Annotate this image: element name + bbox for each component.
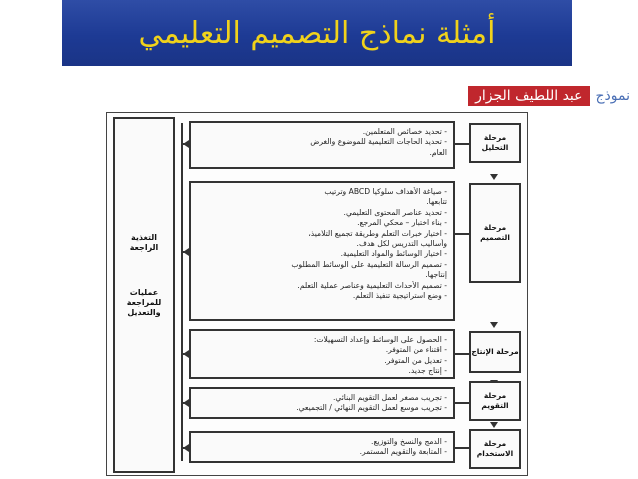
stage-item: - الدمج والنسخ والتوزيع.: [371, 437, 447, 446]
stage-item: وأساليب التدريس لكل هدف.: [356, 239, 447, 249]
stage-evaluation-box: مرحلة التقويم: [469, 381, 521, 421]
stage-item: - المتابعة والتقويم المستمر.: [359, 447, 447, 457]
arrow-down-icon: [490, 322, 498, 328]
arrow-left-icon: [183, 444, 189, 452]
stage-item: تتابعها.: [426, 197, 447, 207]
slide-title: أمثلة نماذج التصميم التعليمي: [138, 15, 496, 51]
stage-item: - تجريب موسع لعمل التقويم النهائي / التجميعي.: [296, 403, 447, 413]
stage-design-content: [189, 181, 455, 321]
stage-item: - تعديل من المتوفر.: [384, 355, 447, 365]
arrow-down-icon: [490, 422, 498, 428]
connector: [455, 402, 469, 404]
stage-item: - صياغة الأهداف سلوكيا ABCD وترتيب: [324, 187, 447, 196]
connector: [455, 447, 469, 449]
stage-item: - اختيار الوسائط والمواد التعليمية.: [340, 249, 447, 259]
revision-label: عمليات للمراجعة والتعديل: [126, 288, 162, 317]
credit-name: عبد اللطيف الجزار: [468, 86, 589, 106]
stage-production-box: مرحلة الإنتاج: [469, 331, 521, 373]
stage-item: - تحديد خصائص المتعلمين.: [362, 127, 447, 136]
stage-item: إنتاجها.: [425, 270, 447, 280]
model-credit: [468, 84, 630, 108]
arrow-left-icon: [183, 248, 189, 256]
connector: [455, 353, 469, 355]
stage-use-box: مرحلة الاستخدام: [469, 429, 521, 469]
stage-item: - اقتناء من المتوفر.: [385, 345, 447, 355]
connector: [455, 233, 469, 235]
credit-label: نموذج: [595, 88, 630, 104]
title-banner: [62, 0, 572, 66]
stage-item: - تصميم الرسالة التعليمية على الوسائط المطلوب: [291, 259, 447, 269]
stage-item: - الحصول على الوسائط وإعداد التسهيلات:: [313, 335, 447, 344]
stage-item: - تحديد عناصر المحتوى التعليمي.: [343, 207, 447, 217]
stage-use-content: [189, 431, 455, 463]
stage-analysis-box: مرحلة التحليل: [469, 123, 521, 163]
stage-item: - تصميم الأحداث التعليمية وعناصر عملية التعلم.: [297, 280, 447, 290]
design-model-diagram: [106, 112, 528, 476]
stage-design-box: مرحلة التصميم: [469, 183, 521, 283]
feedback-line: [181, 123, 183, 461]
stage-item: - اختيار خبرات التعلم وطريقة تجميع التلاميذ،: [308, 228, 447, 238]
feedback-label: التغذية الراجعة: [129, 233, 159, 252]
connector: [455, 143, 469, 145]
arrow-left-icon: [183, 399, 189, 407]
stage-item: العام.: [429, 147, 447, 157]
stage-production-content: [189, 329, 455, 379]
arrow-left-icon: [183, 140, 189, 148]
stage-item: - إنتاج جديد.: [408, 366, 447, 376]
arrow-down-icon: [490, 174, 498, 180]
stage-item: - تحديد الحاجات التعليمية للموضوع والغرض: [310, 137, 447, 147]
stage-item: - وضع استراتيجية تنفيذ التعلم.: [352, 291, 447, 301]
stage-item: - تجريب مصغر لعمل التقويم البنائي.: [332, 393, 447, 402]
arrow-left-icon: [183, 350, 189, 358]
stage-evaluation-content: [189, 387, 455, 419]
stage-item: - بناء اختبار – محكي المرجع.: [357, 218, 447, 228]
stage-analysis-content: [189, 121, 455, 169]
